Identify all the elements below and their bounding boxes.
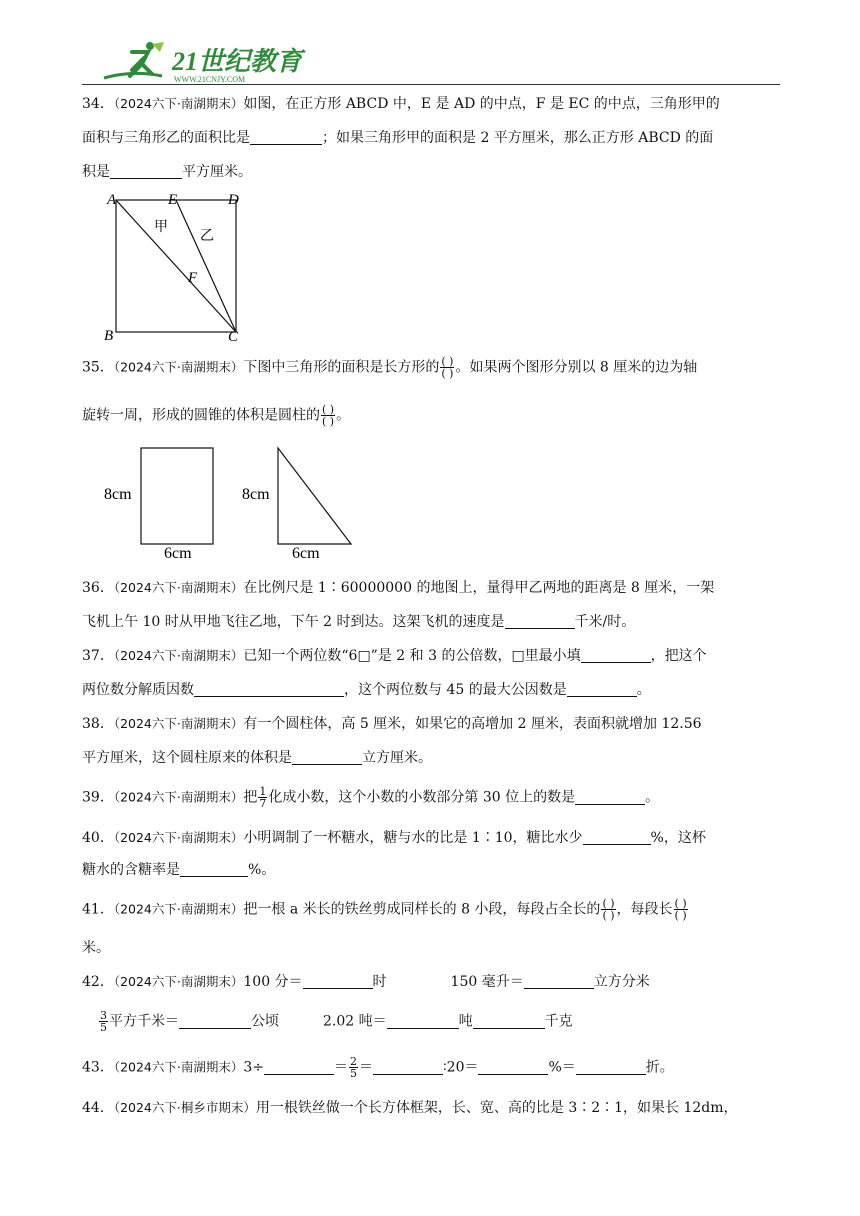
question-42-line-2: $\frac{3}{5}$ 平方千米＝ 公顷 2.02 吨＝ 吨 千克 bbox=[100, 1009, 573, 1034]
label-d: D bbox=[228, 192, 239, 208]
answer-blank[interactable] bbox=[264, 1059, 334, 1075]
fraction-blank[interactable]: $\frac{( )}{( )}$ bbox=[322, 403, 335, 428]
answer-blank[interactable] bbox=[575, 789, 645, 805]
question-37-line-1: 37．（2024六下·南湖期末）已知一个两位数“6□”是 2 和 3 的公倍数，□里最小填 ，把这个 bbox=[82, 648, 707, 664]
logo-text: 21世纪教育 bbox=[172, 47, 303, 76]
label-c: C bbox=[228, 329, 239, 344]
question-44-line-1: 44．（2024六下·桐乡市期末）用一根铁丝做一个长方体框架，长、宽、高的比是 3∶2∶1，如果长 12dm， bbox=[82, 1100, 738, 1116]
question-39-line-1: 39．（2024六下·南湖期末）把 $\frac{1}{7}$ 化成小数，这个小数的小数部分第 30 位上的数是 。 bbox=[82, 785, 660, 810]
fraction-two-fifths: $\frac{2}{5}$ bbox=[350, 1055, 358, 1080]
question-34-line-1: 34．（2024六下·南湖期末）如图，在正方形 ABCD 中，E 是 AD 的中点，F 是 EC 的中点，三角形甲的 bbox=[82, 96, 720, 112]
question-35-line-2: 旋转一周，形成的圆锥的体积是圆柱的 $\frac{( )}{( )}$ 。 bbox=[82, 403, 351, 428]
tri-height-label: 8cm bbox=[242, 486, 270, 503]
question-38-line-1: 38．（2024六下·南湖期末）有一个圆柱体，高 5 厘米，如果它的高增加 2 厘米，表面积就增加 12.56 bbox=[82, 716, 702, 732]
label-yi: 乙 bbox=[200, 229, 214, 244]
answer-blank[interactable] bbox=[576, 1059, 646, 1075]
answer-blank[interactable] bbox=[524, 973, 594, 989]
fraction-one-seventh: $\frac{1}{7}$ bbox=[259, 785, 267, 810]
answer-blank[interactable] bbox=[194, 681, 344, 697]
question-36-line-1: 36．（2024六下·南湖期末）在比例尺是 1∶60000000 的地图上，量得甲乙两地的距离是 8 厘米，一架 bbox=[82, 580, 715, 596]
question-37-line-2: 两位数分解质因数 ，这个两位数与 45 的最大公因数是 。 bbox=[82, 682, 651, 698]
answer-blank[interactable] bbox=[110, 163, 182, 179]
fraction-blank[interactable]: $\frac{( )}{( )}$ bbox=[674, 897, 687, 922]
label-b: B bbox=[104, 328, 114, 344]
question-34-line-3: 积是 平方厘米。 bbox=[82, 164, 252, 180]
answer-blank[interactable] bbox=[180, 861, 248, 877]
page-header bbox=[82, 40, 780, 86]
question-40-line-1: 40．（2024六下·南湖期末）小明调制了一杯糖水，糖与水的比是 1∶10，糖比水少 %，这杯 bbox=[82, 830, 706, 846]
answer-blank[interactable] bbox=[179, 1013, 251, 1029]
question-40-line-2: 糖水的含糖率是 %。 bbox=[82, 862, 276, 878]
answer-blank[interactable] bbox=[478, 1059, 548, 1075]
answer-blank[interactable] bbox=[292, 749, 362, 765]
logo-subtext: WWW.21CNJY.COM bbox=[174, 75, 246, 84]
answer-blank[interactable] bbox=[373, 1059, 443, 1075]
rect-height-label: 8cm bbox=[104, 486, 132, 503]
question-source: （2024六下·南湖期末） bbox=[113, 96, 244, 111]
rect-width-label: 6cm bbox=[164, 545, 192, 562]
answer-blank[interactable] bbox=[583, 829, 651, 845]
question-41-line-2: 米。 bbox=[82, 940, 110, 956]
answer-blank[interactable] bbox=[250, 129, 322, 145]
question-38-line-2: 平方厘米，这个圆柱原来的体积是 立方厘米。 bbox=[82, 750, 432, 766]
square-abcd-figure bbox=[100, 188, 260, 344]
label-e: E bbox=[168, 192, 178, 208]
answer-blank[interactable] bbox=[387, 1013, 459, 1029]
fraction-blank[interactable]: $\frac{( )}{( )}$ bbox=[441, 355, 454, 380]
question-35-line-1: 35．（2024六下·南湖期末）下图中三角形的面积是长方形的 $\frac{( )}{( )}$ 。如果两个图形分别以 8 厘米的边为轴 bbox=[82, 355, 698, 380]
label-f: F bbox=[188, 270, 198, 286]
question-42-line-1: 42．（2024六下·南湖期末）100 分＝ 时 150 毫升＝ 立方分米 bbox=[82, 974, 650, 990]
rectangle-triangle-figure bbox=[100, 440, 370, 566]
fraction-three-fifths: $\frac{3}{5}$ bbox=[100, 1009, 107, 1034]
question-41-line-1: 41．（2024六下·南湖期末）把一根 a 米长的铁丝剪成同样长的 8 小段，每段占全长的 $\frac{( )}{( )}$ ，每段长 $\frac{( )}{( )}$ bbox=[82, 897, 687, 922]
question-36-line-2: 飞机上午 10 时从甲地飞往乙地，下午 2 时到达。这架飞机的速度是 千米/时。 bbox=[82, 614, 636, 630]
answer-blank[interactable] bbox=[581, 647, 651, 663]
tri-width-label: 6cm bbox=[292, 545, 320, 562]
answer-blank[interactable] bbox=[303, 973, 373, 989]
header-rule bbox=[82, 84, 780, 85]
answer-blank[interactable] bbox=[473, 1013, 545, 1029]
fraction-blank[interactable]: $\frac{( )}{( )}$ bbox=[602, 897, 615, 922]
question-43-line-1: 43．（2024六下·南湖期末）3÷ ＝ $\frac{2}{5}$ ＝ ∶20＝ %＝ 折。 bbox=[82, 1055, 674, 1080]
logo bbox=[102, 40, 342, 86]
label-jia: 甲 bbox=[154, 220, 168, 235]
label-a: A bbox=[107, 192, 117, 208]
question-34-line-2: 面积与三角形乙的面积比是 ；如果三角形甲的面积是 2 平方厘米，那么正方形 ABCD 的面 bbox=[82, 130, 714, 146]
answer-blank[interactable] bbox=[567, 681, 637, 697]
answer-blank[interactable] bbox=[505, 613, 575, 629]
